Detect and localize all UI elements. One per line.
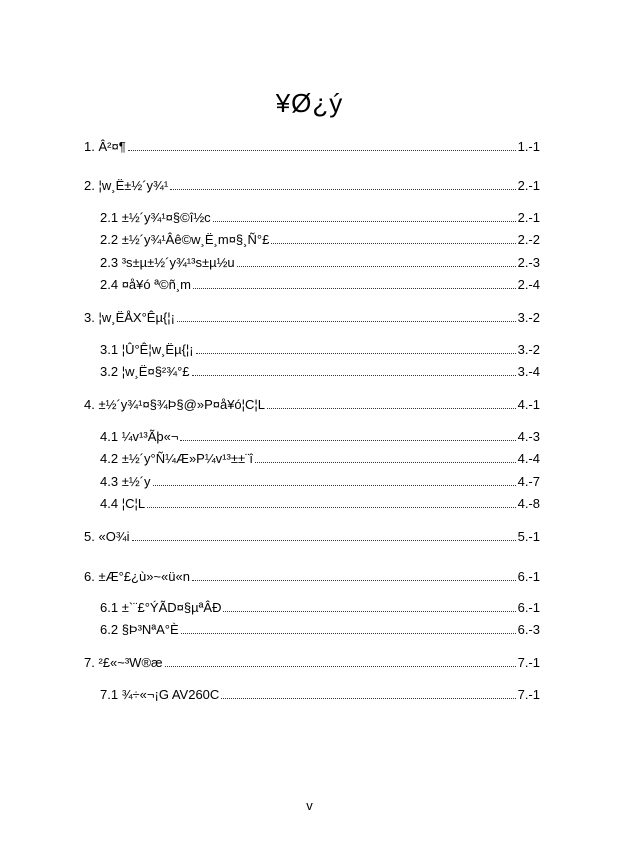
toc-entry-page: 7.-1 — [517, 655, 540, 670]
toc-entry-page: 4.-1 — [517, 397, 540, 412]
toc-entry-label: ¼v¹³Ãþ«¬ — [121, 429, 179, 444]
toc-entry-page: 4.-8 — [517, 496, 540, 511]
toc-entry-label: ±½´y¾¹¤§¾Þ§@»P¤å¥ó¦C¦L — [98, 397, 266, 412]
toc-entry-number: 7. — [84, 655, 95, 670]
dot-leader — [192, 580, 516, 581]
toc-entry-number: 1. — [84, 139, 95, 154]
dot-leader — [193, 288, 516, 289]
toc-entry-number: 4.3 — [100, 474, 119, 489]
dot-leader — [196, 353, 516, 354]
toc-entry-page: 2.-3 — [517, 255, 540, 270]
toc-entry-label: ²£«~³W®æ — [98, 655, 163, 670]
toc-entry-page: 4.-7 — [517, 474, 540, 489]
toc-entry-number: 5. — [84, 529, 95, 544]
toc-entry-label: ±`¨£°ÝÃD¤§µªÂÐ — [121, 600, 222, 615]
dot-leader — [221, 698, 515, 699]
toc-entry[interactable] — [100, 363, 540, 381]
toc-entry-page: 3.-4 — [517, 364, 540, 379]
toc-entry[interactable] — [84, 654, 540, 672]
toc-entry-page: 6.-1 — [517, 569, 540, 584]
toc-entry-number: 4.2 — [100, 451, 119, 466]
dot-leader — [128, 150, 516, 151]
page-number: v — [306, 798, 313, 813]
dot-leader — [192, 375, 516, 376]
toc-entry-page: 3.-2 — [517, 310, 540, 325]
toc-entry[interactable] — [100, 450, 540, 468]
toc-entry-number: 4. — [84, 397, 95, 412]
toc-entry-number: 6.2 — [100, 622, 119, 637]
toc-entry-number: 6.1 — [100, 600, 119, 615]
toc-entry-page: 3.-2 — [517, 342, 540, 357]
toc-entry-label: ±½´y¾¹Âê©w¸Ë¸m¤§¸Ñ°£ — [121, 232, 270, 247]
toc-entry-number: 2.1 — [100, 210, 119, 225]
toc-entry-page: 2.-4 — [517, 277, 540, 292]
toc-entry-label: ±Æ°£¿ù»~«ü«n — [98, 569, 190, 584]
dot-leader — [132, 540, 516, 541]
toc-entry-number: 4.1 — [100, 429, 119, 444]
toc-entry-page: 5.-1 — [517, 529, 540, 544]
toc-entry[interactable] — [100, 254, 540, 272]
toc-entry-number: 2.3 — [100, 255, 119, 270]
dot-leader — [180, 440, 515, 441]
toc-entry[interactable] — [100, 621, 540, 639]
toc-entry-page: 6.-3 — [517, 622, 540, 637]
toc-entry[interactable] — [100, 231, 540, 249]
toc-entry-label: ¦Û°Ê¦w¸Ëµ{¦¡ — [121, 342, 194, 357]
toc-entry-label: ±½´y°Ñ¼Æ»P¼v¹³±±¨î — [121, 451, 254, 466]
dot-leader — [165, 666, 516, 667]
toc-entry-label: ¤å¥ó ª©ñ¸m — [121, 277, 192, 292]
toc-entry[interactable] — [84, 309, 540, 327]
toc-entry[interactable] — [84, 568, 540, 586]
toc-entry[interactable] — [84, 396, 540, 414]
toc-entry-number: 2. — [84, 178, 95, 193]
toc-entry-number: 3.2 — [100, 364, 119, 379]
dot-leader — [177, 321, 516, 322]
toc-entry-page: 2.-2 — [517, 232, 540, 247]
dot-leader — [223, 611, 515, 612]
toc-entry-number: 2.2 — [100, 232, 119, 247]
toc-entry-number: 3. — [84, 310, 95, 325]
toc-entry-page: 2.-1 — [517, 178, 540, 193]
dot-leader — [267, 408, 516, 409]
toc-entry-label: ±½´y¾¹¤§©î½c — [121, 210, 211, 225]
dot-leader — [255, 462, 516, 463]
toc-entry-label: ¦C¦L — [121, 496, 146, 511]
toc-entry[interactable] — [100, 495, 540, 513]
dot-leader — [170, 189, 515, 190]
toc-entry[interactable] — [100, 686, 540, 704]
toc-entry[interactable] — [100, 341, 540, 359]
toc-entry-label: ¦w¸Ë¤§²¾°£ — [121, 364, 190, 379]
toc-entry-label: ¦w¸ËÅX°Êµ{¦¡ — [98, 310, 175, 325]
toc-entry-label: ³s±µ±½´y¾¹³s±µ½u — [121, 255, 235, 270]
toc-entry[interactable] — [100, 276, 540, 294]
toc-entry-page: 4.-3 — [517, 429, 540, 444]
toc-entry-label: ¾÷«¬¡G AV260C — [121, 687, 220, 702]
toc-entry[interactable] — [100, 599, 540, 617]
dot-leader — [237, 266, 516, 267]
toc-entry-label: ¦w¸Ë±½´y¾¹ — [98, 178, 169, 193]
toc-entry-number: 6. — [84, 569, 95, 584]
toc-entry[interactable] — [100, 209, 540, 227]
dot-leader — [147, 507, 516, 508]
toc-title: ¥Ø¿ý — [275, 88, 344, 118]
dot-leader — [153, 485, 516, 486]
toc-entry-page: 4.-4 — [517, 451, 540, 466]
toc-entry-page: 2.-1 — [517, 210, 540, 225]
toc-entry-label: Â²¤¶ — [98, 139, 126, 154]
toc-entry-page: 7.-1 — [517, 687, 540, 702]
toc-entry[interactable] — [84, 528, 540, 546]
toc-entry-label: «O¾i — [98, 529, 130, 544]
dot-leader — [213, 221, 516, 222]
toc-entry[interactable] — [84, 138, 540, 156]
toc-entry-label: §Þ³NªA°È — [121, 622, 179, 637]
toc-entry[interactable] — [100, 428, 540, 446]
toc-entry-number: 7.1 — [100, 687, 119, 702]
toc-entry-number: 2.4 — [100, 277, 119, 292]
toc-entry-number: 4.4 — [100, 496, 119, 511]
toc-entry-page: 6.-1 — [517, 600, 540, 615]
dot-leader — [271, 243, 515, 244]
toc-entry-label: ±½´y — [121, 474, 151, 489]
dot-leader — [181, 633, 516, 634]
toc-entry-number: 3.1 — [100, 342, 119, 357]
toc-entry[interactable] — [84, 177, 540, 195]
toc-entry[interactable] — [100, 473, 540, 491]
toc-entry-page: 1.-1 — [517, 139, 540, 154]
